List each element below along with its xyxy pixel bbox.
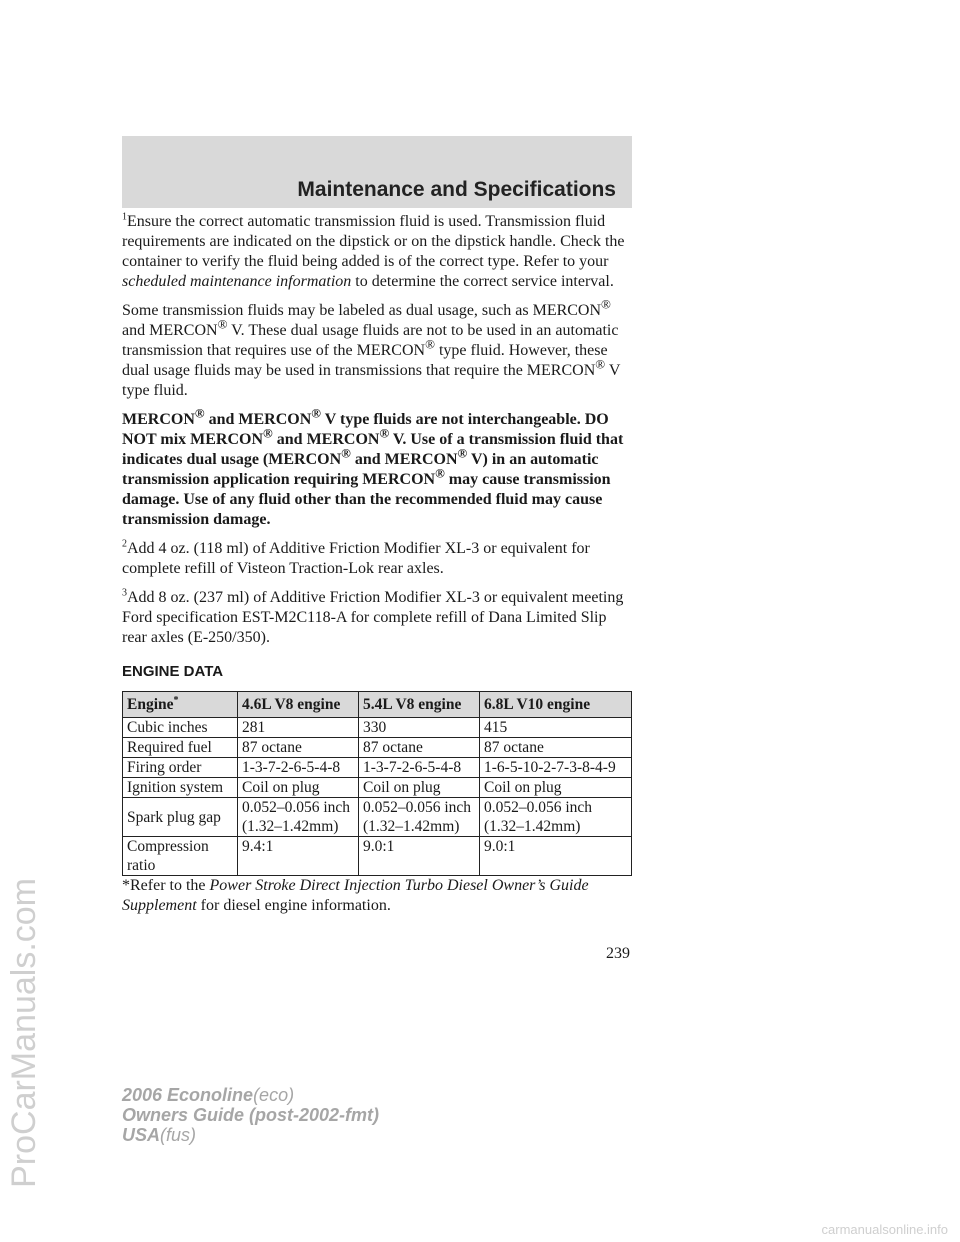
engine-data-table	[122, 691, 632, 876]
column-header-engine	[123, 692, 238, 718]
row-label: Cubic inches	[123, 718, 238, 738]
paragraph-text: to determine the correct service interval.	[351, 273, 614, 290]
paragraph-text: Add 8 oz. (237 ml) of Additive Friction Modifier XL-3 or equivalent meeting Ford specification EST-M2C118-A for complete refill of Dana Limited Slip rear axles (E-250/350).	[122, 589, 624, 646]
warning-text: and MERCON	[204, 411, 312, 428]
table-cell: 1-3-7-2-6-5-4-8	[238, 758, 359, 778]
registered-mark: ®	[457, 445, 468, 461]
table-cell: Coil on plug	[238, 778, 359, 798]
row-label: Ignition system	[123, 778, 238, 798]
column-header-46l: 4.6L V8 engine	[238, 692, 359, 718]
section-header-band	[122, 136, 632, 208]
footnote-marker: 3	[122, 587, 127, 599]
watermark	[4, 878, 44, 1238]
table-cell: 1-3-7-2-6-5-4-8	[359, 758, 480, 778]
row-label: Firing order	[123, 758, 238, 778]
paragraph-text: Ensure the correct automatic transmission fluid is used. Transmission fluid requirements are indicated on the dipstick or on the dipstick handle. Check the container to verify the fluid being added is of the correct type. Refer to your	[122, 213, 625, 270]
guide-info-line	[122, 1105, 379, 1125]
footnote-1-paragraph	[122, 212, 634, 292]
table-row	[123, 758, 632, 778]
table-cell: Coil on plug	[480, 778, 632, 798]
section-title: Maintenance and Specifications	[297, 178, 616, 201]
column-header-label: Engine	[127, 696, 174, 713]
guide-info-bold: USA	[122, 1125, 161, 1145]
guide-info-line	[122, 1125, 379, 1145]
guide-info-line	[122, 1085, 379, 1105]
footnote-marker: 2	[122, 538, 127, 550]
table-row	[123, 738, 632, 758]
warning-text: V type fluids are not interchangeable. DO NOT mix MERCON	[122, 411, 609, 448]
table-cell: 9.0:1	[480, 837, 632, 876]
table-cell: 9.4:1	[238, 837, 359, 876]
table-cell: 87 octane	[238, 738, 359, 758]
page-content	[122, 212, 634, 925]
guide-info-light: (eco)	[253, 1085, 295, 1105]
footnote-marker: *	[173, 694, 179, 706]
watermark-text: ProCarManuals.com	[5, 878, 43, 1188]
guide-info	[122, 1085, 379, 1145]
guide-info-bold: 2006 Econoline	[122, 1085, 254, 1105]
table-cell: 9.0:1	[359, 837, 480, 876]
diesel-footnote	[122, 876, 634, 916]
table-cell: 415	[480, 718, 632, 738]
warning-paragraph	[122, 405, 634, 530]
table-cell: 0.052–0.056 inch (1.32–1.42mm)	[238, 798, 359, 837]
registered-mark: ®	[311, 405, 322, 421]
table-row	[123, 718, 632, 738]
registered-mark: ®	[341, 445, 351, 461]
registered-mark: ®	[425, 336, 435, 352]
table-cell: 1-6-5-10-2-7-3-8-4-9	[480, 758, 632, 778]
guide-info-bold: Owners Guide (post-2002-fmt)	[122, 1105, 380, 1125]
dual-usage-paragraph	[122, 296, 634, 401]
warning-text: V. Use of a transmission fluid that indicates dual usage (MERCON	[122, 431, 624, 468]
warning-text: V) in an automatic transmission application requiring MERCON	[122, 451, 599, 488]
table-row	[123, 778, 632, 798]
table-header-row	[123, 692, 632, 718]
emphasis-text: scheduled maintenance information	[122, 273, 352, 290]
page-number: 239	[606, 945, 630, 962]
footnote-text: *Refer to the	[122, 877, 210, 894]
footnote-marker: 1	[122, 211, 127, 223]
column-header-54l: 5.4L V8 engine	[359, 692, 480, 718]
paragraph-text: Some transmission fluids may be labeled as dual usage, such as MERCON	[122, 302, 602, 319]
table-cell: 87 octane	[359, 738, 480, 758]
footnote-text: for diesel engine information.	[196, 897, 391, 914]
table-cell: 87 octane	[480, 738, 632, 758]
warning-text: MERCON	[122, 411, 195, 428]
footnote-2-paragraph	[122, 539, 634, 579]
engine-data-heading: ENGINE DATA	[122, 663, 224, 680]
guide-info-light: (fus)	[160, 1125, 197, 1145]
warning-text: and MERCON	[350, 451, 458, 468]
registered-mark: ®	[194, 405, 205, 421]
table-cell: 330	[359, 718, 480, 738]
column-header-68l: 6.8L V10 engine	[480, 692, 632, 718]
registered-mark: ®	[435, 465, 445, 481]
registered-mark: ®	[379, 425, 390, 441]
table-cell: 0.052–0.056 inch (1.32–1.42mm)	[359, 798, 480, 837]
site-footer: carmanualsonline.info	[821, 1222, 948, 1237]
registered-mark: ®	[595, 356, 606, 372]
table-row	[123, 837, 632, 876]
registered-mark: ®	[601, 296, 611, 312]
row-label: Required fuel	[123, 738, 238, 758]
paragraph-text: V. These dual usage fluids are not to be used in an automatic transmission that requires use of the MERCON	[122, 322, 619, 359]
footnote-3-paragraph	[122, 588, 634, 648]
row-label: Compression ratio	[123, 837, 238, 876]
paragraph-text: Add 4 oz. (118 ml) of Additive Friction Modifier XL-3 or equivalent for complete refill of Visteon Traction-Lok rear axles.	[122, 540, 590, 577]
paragraph-text: V type fluid.	[122, 362, 621, 399]
row-label: Spark plug gap	[123, 798, 238, 837]
warning-text: and MERCON	[272, 431, 380, 448]
paragraph-text: type fluid. However, these dual usage fluids may be used in transmissions that require the MERCON	[122, 342, 608, 379]
table-row	[123, 798, 632, 837]
emphasis-text: Power Stroke Direct Injection Turbo Diesel Owner’s Guide Supplement	[122, 877, 589, 914]
registered-mark: ®	[217, 316, 228, 332]
paragraph-text: and MERCON	[122, 322, 218, 339]
table-cell: 0.052–0.056 inch (1.32–1.42mm)	[480, 798, 632, 837]
table-cell: Coil on plug	[359, 778, 480, 798]
registered-mark: ®	[263, 425, 273, 441]
table-cell: 281	[238, 718, 359, 738]
warning-text: may cause transmission damage. Use of any fluid other than the recommended fluid may cause transmission damage.	[122, 471, 611, 528]
